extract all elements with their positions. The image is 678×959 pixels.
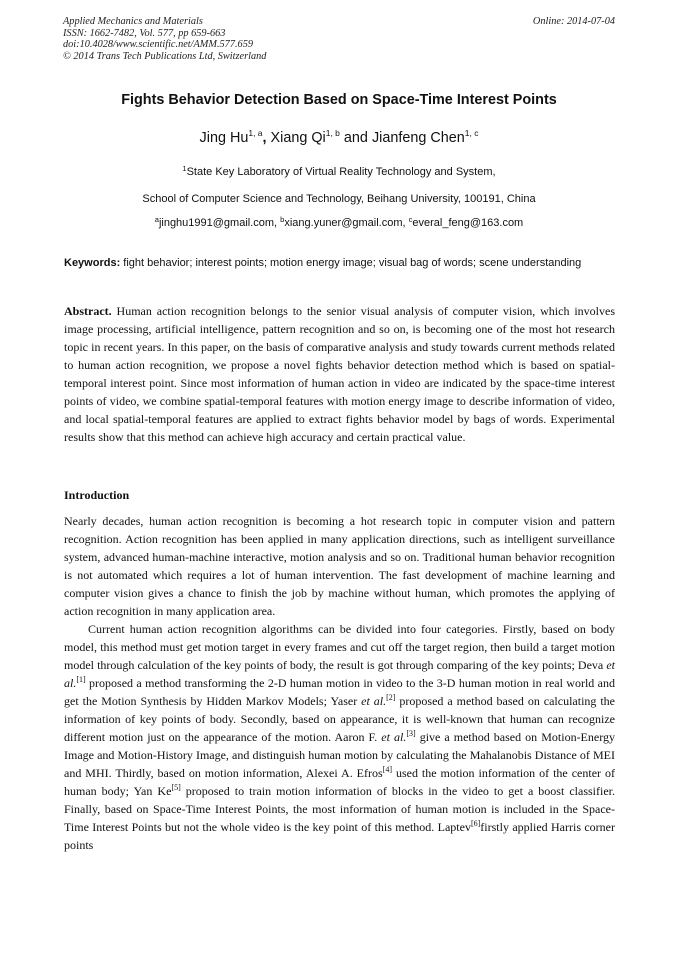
text-run: proposed to train motion information of blocks in the video to get a boost classifier. Finally, based on Space-Time Interest Points, the most information of human motion is included in the Space-Time Interest Points but not the whole video is the key point of this method. Laptev: [64, 784, 615, 834]
author-separator: and: [339, 130, 372, 146]
journal-header: [63, 16, 615, 62]
text-run: firstly applied Harris corner points: [64, 820, 616, 852]
affiliation-text: State Key Laboratory of Virtual Reality Technology and System,: [186, 166, 496, 178]
paragraph: Nearly decades, human action recognition is becoming a hot research topic in computer vision and pattern recognition. Action recognition has been applied in many application directions, such as intelligent surveillance system, advanced human-machine interactive, motion analysis and so on. Traditional human behavior recognition is not automated which requires a lot of human intervention. The fast development of machine learning and computer vision gives a chance to finish the job by machine without human, which promotes the applying of action recognition in many application area.: [64, 514, 615, 618]
introduction-body: [64, 512, 615, 854]
et-al: et al.: [381, 730, 407, 744]
abstract-text: Human action recognition belongs to the senior visual analysis of computer vision, which involves image processing, artificial intelligence, pattern recognition and so on, is becoming one of the most hot research topic in recent years. In this paper, on the basis of comparative analysis and study towards current methods related to human action recognition, we propose a novel fights behavior detection method which is based on spatial-temporal interest point. Since most information of human action in video are indicated by the space-time interest points of video, we combine spatial-temporal features with motion energy image to describe information of video, and local spatial-temporal features are applied to extract fights behavior model by bags of words. Experimental results show that this method can achieve high accuracy and certain practical value.: [64, 304, 615, 444]
keywords: [64, 255, 615, 271]
author-sup: 1, c: [464, 128, 479, 138]
email-line: [40, 217, 638, 229]
keywords-text: fight behavior; interest points; motion energy image; visual bag of words; scene understanding: [120, 257, 582, 269]
text-run: give a method based on Motion-Energy Image and Motion-History Image, and distinguish human motion by calculating the Mahalanobis Distance of MEI and MHI. Thirdly, based on motion information, Alexei A. Efros: [64, 730, 615, 780]
citation-ref: [1]: [76, 675, 86, 684]
email-sup: a: [154, 215, 159, 224]
abstract: [64, 302, 615, 446]
author-name: Jing Hu: [199, 130, 249, 146]
citation-ref: [3]: [406, 729, 416, 738]
author-list: [40, 130, 638, 146]
issn-line: ISSN: 1662-7482, Vol. 577, pp 659-663: [63, 27, 226, 39]
text-run: proposed a method transforming the 2-D human motion in video to the 3-D human motion in real world and get the Motion Synthesis by Hidden Markov Models; Yaser: [64, 676, 615, 708]
text-run: used the motion information of the center of human body; Yan Ke: [64, 766, 615, 798]
section-heading-introduction: Introduction: [64, 488, 130, 502]
copyright-line: © 2014 Trans Tech Publications Ltd, Switzerland: [63, 50, 267, 62]
keywords-label: Keywords:: [64, 257, 121, 269]
text-run: Current human action recognition algorithms can be divided into four categories. Firstly, based on body model, this method must get motion target in every frames and cut off the target region, then build a target motion model through calculation of the key points of body, the result is got through comparing of the key points; Deva: [64, 622, 615, 672]
email-sup: c: [408, 215, 413, 224]
affiliation-sup: 1: [182, 164, 187, 173]
author-sup: 1, b: [325, 128, 340, 138]
journal-name: Applied Mechanics and Materials: [63, 16, 203, 27]
citation-ref: [5]: [171, 783, 181, 792]
affiliation-line-1: [40, 166, 638, 178]
paper-title: Fights Behavior Detection Based on Space-Time Interest Points: [121, 92, 557, 108]
citation-ref: [4]: [382, 765, 392, 774]
author-separator: ,: [262, 130, 267, 146]
citation-ref: [6]: [470, 819, 481, 828]
author-name: Jianfeng Chen: [371, 130, 465, 146]
et-al: et al.: [64, 658, 615, 690]
email-sup: b: [280, 215, 285, 224]
text-run: proposed a method based on calculating the information of key points of body. Secondly, based on appearance, it is well-known that human can recognize different motion just on the appearance of the motion. Aaron F.: [64, 694, 616, 744]
email-c: everal_feng@163.com: [412, 217, 524, 229]
abstract-label: Abstract.: [64, 304, 112, 318]
author-sup: 1, a: [248, 128, 263, 138]
email-a: jinghu1991@gmail.com,: [158, 217, 281, 229]
citation-ref: [2]: [386, 693, 396, 702]
affiliation-line-2: School of Computer Science and Technology, Beihang University, 100191, China: [142, 193, 536, 205]
doi-line: doi:10.4028/www.scientific.net/AMM.577.659: [63, 39, 253, 51]
paragraph: [64, 620, 615, 854]
et-al: et al.: [361, 694, 387, 708]
email-b: xiang.yuner@gmail.com,: [284, 217, 409, 229]
author-name: Xiang Qi: [266, 130, 326, 146]
online-date: Online: 2014-07-04: [532, 16, 615, 27]
